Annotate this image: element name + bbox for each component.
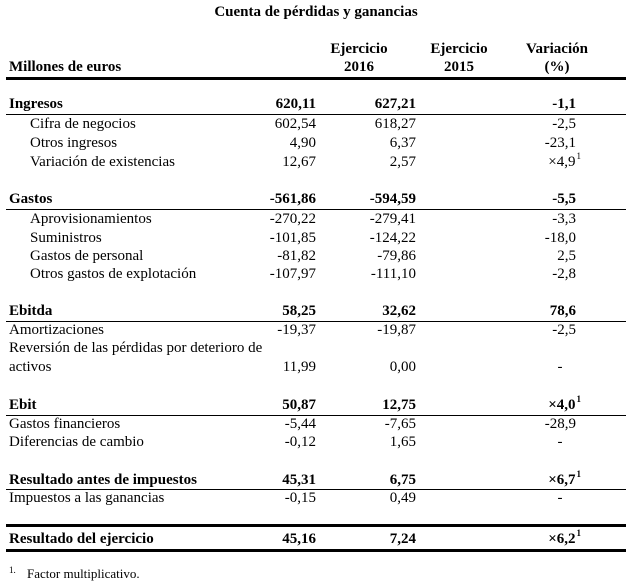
footnote-number: 1. — [9, 565, 16, 575]
value-variation: 78,6 — [549, 303, 576, 319]
table-row — [0, 210, 632, 228]
row-label: Resultado antes de impuestos — [9, 472, 197, 488]
value-2016: 45,16 — [282, 531, 316, 547]
value-2016: 4,90 — [289, 135, 316, 151]
value-2016: 58,25 — [282, 303, 316, 319]
value-variation: -28,9 — [544, 416, 576, 432]
value-variation: -23,1 — [544, 135, 576, 151]
footnote-marker: 1 — [576, 151, 581, 161]
row-label: Gastos — [9, 191, 53, 207]
value-2015: 0,49 — [389, 490, 416, 506]
value-2015: 618,27 — [374, 116, 416, 132]
row-label: Suministros — [30, 230, 102, 246]
table-row — [0, 134, 632, 152]
table-row-resultado-ejercicio — [0, 530, 632, 548]
footnote-marker: 1 — [576, 469, 581, 479]
table-row-ebitda — [0, 302, 632, 320]
row-label: Cifra de negocios — [30, 116, 136, 132]
header-variation-line2: (%) — [544, 59, 570, 75]
row-label: Resultado del ejercicio — [9, 531, 154, 547]
value-2016: -107,97 — [269, 266, 316, 282]
table-row-ingresos — [0, 95, 632, 113]
row-label: Reversión de las pérdidas por deterioro de — [9, 340, 263, 356]
header-2016-line1: Ejercicio — [330, 41, 388, 57]
total-bottom-rule — [6, 549, 626, 552]
row-label: activos — [9, 359, 52, 375]
value-2016: 45,31 — [282, 472, 316, 488]
value-variation: - — [557, 434, 563, 450]
value-variation: -18,0 — [544, 230, 576, 246]
table-row-resultado-antes — [0, 471, 632, 489]
value-variation — [548, 471, 581, 489]
value-2016: 12,67 — [282, 154, 316, 170]
row-label: Diferencias de cambio — [9, 434, 144, 450]
value-variation — [548, 153, 581, 171]
header-units: Millones de euros — [9, 59, 122, 75]
footnote-text: Factor multiplicativo. — [27, 566, 140, 581]
value-variation: -2,5 — [552, 116, 576, 132]
value-2015: -594,59 — [369, 191, 416, 207]
variation-text: ×6,7 — [548, 472, 576, 488]
variation-text: ×4,9 — [548, 154, 576, 170]
table-row-reversion-line1 — [0, 339, 632, 357]
value-2016: -5,44 — [284, 416, 316, 432]
value-variation: -3,3 — [552, 211, 576, 227]
table-row — [0, 229, 632, 247]
value-2015: 7,24 — [389, 531, 416, 547]
value-2015: -19,87 — [377, 322, 416, 338]
value-variation: -1,1 — [552, 96, 576, 112]
value-2015: 1,65 — [389, 434, 416, 450]
value-2016: -19,37 — [277, 322, 316, 338]
value-2016: -101,85 — [269, 230, 316, 246]
row-label: Gastos financieros — [9, 416, 121, 432]
table-row — [0, 247, 632, 265]
value-2015: 2,57 — [389, 154, 416, 170]
table-row — [0, 489, 632, 507]
header-variation-line1: Variación — [526, 41, 588, 57]
value-2015: 627,21 — [374, 96, 416, 112]
table-row — [0, 153, 632, 171]
value-variation: - — [557, 359, 563, 375]
table-row — [0, 115, 632, 133]
total-top-rule — [6, 524, 626, 527]
value-2015: -7,65 — [384, 416, 416, 432]
table-title: Cuenta de pérdidas y ganancias — [214, 4, 418, 20]
value-variation: -5,5 — [552, 191, 576, 207]
value-2016: -0,15 — [284, 490, 316, 506]
row-label: Ingresos — [9, 96, 63, 112]
value-2016: -270,22 — [269, 211, 316, 227]
header-2015 — [414, 40, 504, 76]
variation-text: ×4,0 — [548, 397, 576, 413]
value-2015: 32,62 — [382, 303, 416, 319]
table-row — [0, 415, 632, 433]
value-2016: -561,86 — [269, 191, 316, 207]
value-2015: 6,75 — [389, 472, 416, 488]
value-2015: 12,75 — [382, 397, 416, 413]
value-2015: 6,37 — [389, 135, 416, 151]
value-2016: -0,12 — [284, 434, 316, 450]
value-variation: 2,5 — [557, 248, 576, 264]
value-2016: 11,99 — [282, 359, 316, 375]
value-2015: -111,10 — [370, 266, 416, 282]
value-2015: -124,22 — [369, 230, 416, 246]
row-label: Otros ingresos — [30, 135, 118, 151]
value-2016: 602,54 — [274, 116, 316, 132]
row-label: Otros gastos de explotación — [30, 266, 197, 282]
value-2015: 0,00 — [389, 359, 416, 375]
row-label: Ebitda — [9, 303, 53, 319]
value-variation: -2,5 — [552, 322, 576, 338]
table-row — [0, 433, 632, 451]
value-2016: 50,87 — [282, 397, 316, 413]
row-label: Variación de existencias — [30, 154, 175, 170]
value-2015: -79,86 — [377, 248, 416, 264]
header-2015-line1: Ejercicio — [430, 41, 488, 57]
footnote-marker: 1 — [576, 394, 581, 404]
value-2015: -279,41 — [369, 211, 416, 227]
variation-text: ×6,2 — [548, 531, 576, 547]
row-label: Impuestos a las ganancias — [9, 490, 165, 506]
row-label: Amortizaciones — [9, 322, 104, 338]
row-label: Gastos de personal — [30, 248, 144, 264]
value-2016: -81,82 — [277, 248, 316, 264]
table-row — [0, 321, 632, 339]
table-row-ebit — [0, 396, 632, 414]
header-2016 — [314, 40, 404, 76]
header-2015-line2: 2015 — [444, 59, 474, 75]
value-variation: - — [557, 490, 563, 506]
row-label: Aprovisionamientos — [30, 211, 152, 227]
value-variation — [548, 530, 581, 548]
table-row — [0, 358, 632, 376]
table-row — [0, 265, 632, 283]
value-2016: 620,11 — [275, 96, 316, 112]
header-2016-line2: 2016 — [344, 59, 374, 75]
row-label: Ebit — [9, 397, 37, 413]
value-variation — [548, 396, 581, 414]
header-rule — [6, 77, 626, 80]
header-variation — [512, 40, 602, 76]
table-row-gastos — [0, 190, 632, 208]
footnote-marker: 1 — [576, 528, 581, 538]
value-variation: -2,8 — [552, 266, 576, 282]
